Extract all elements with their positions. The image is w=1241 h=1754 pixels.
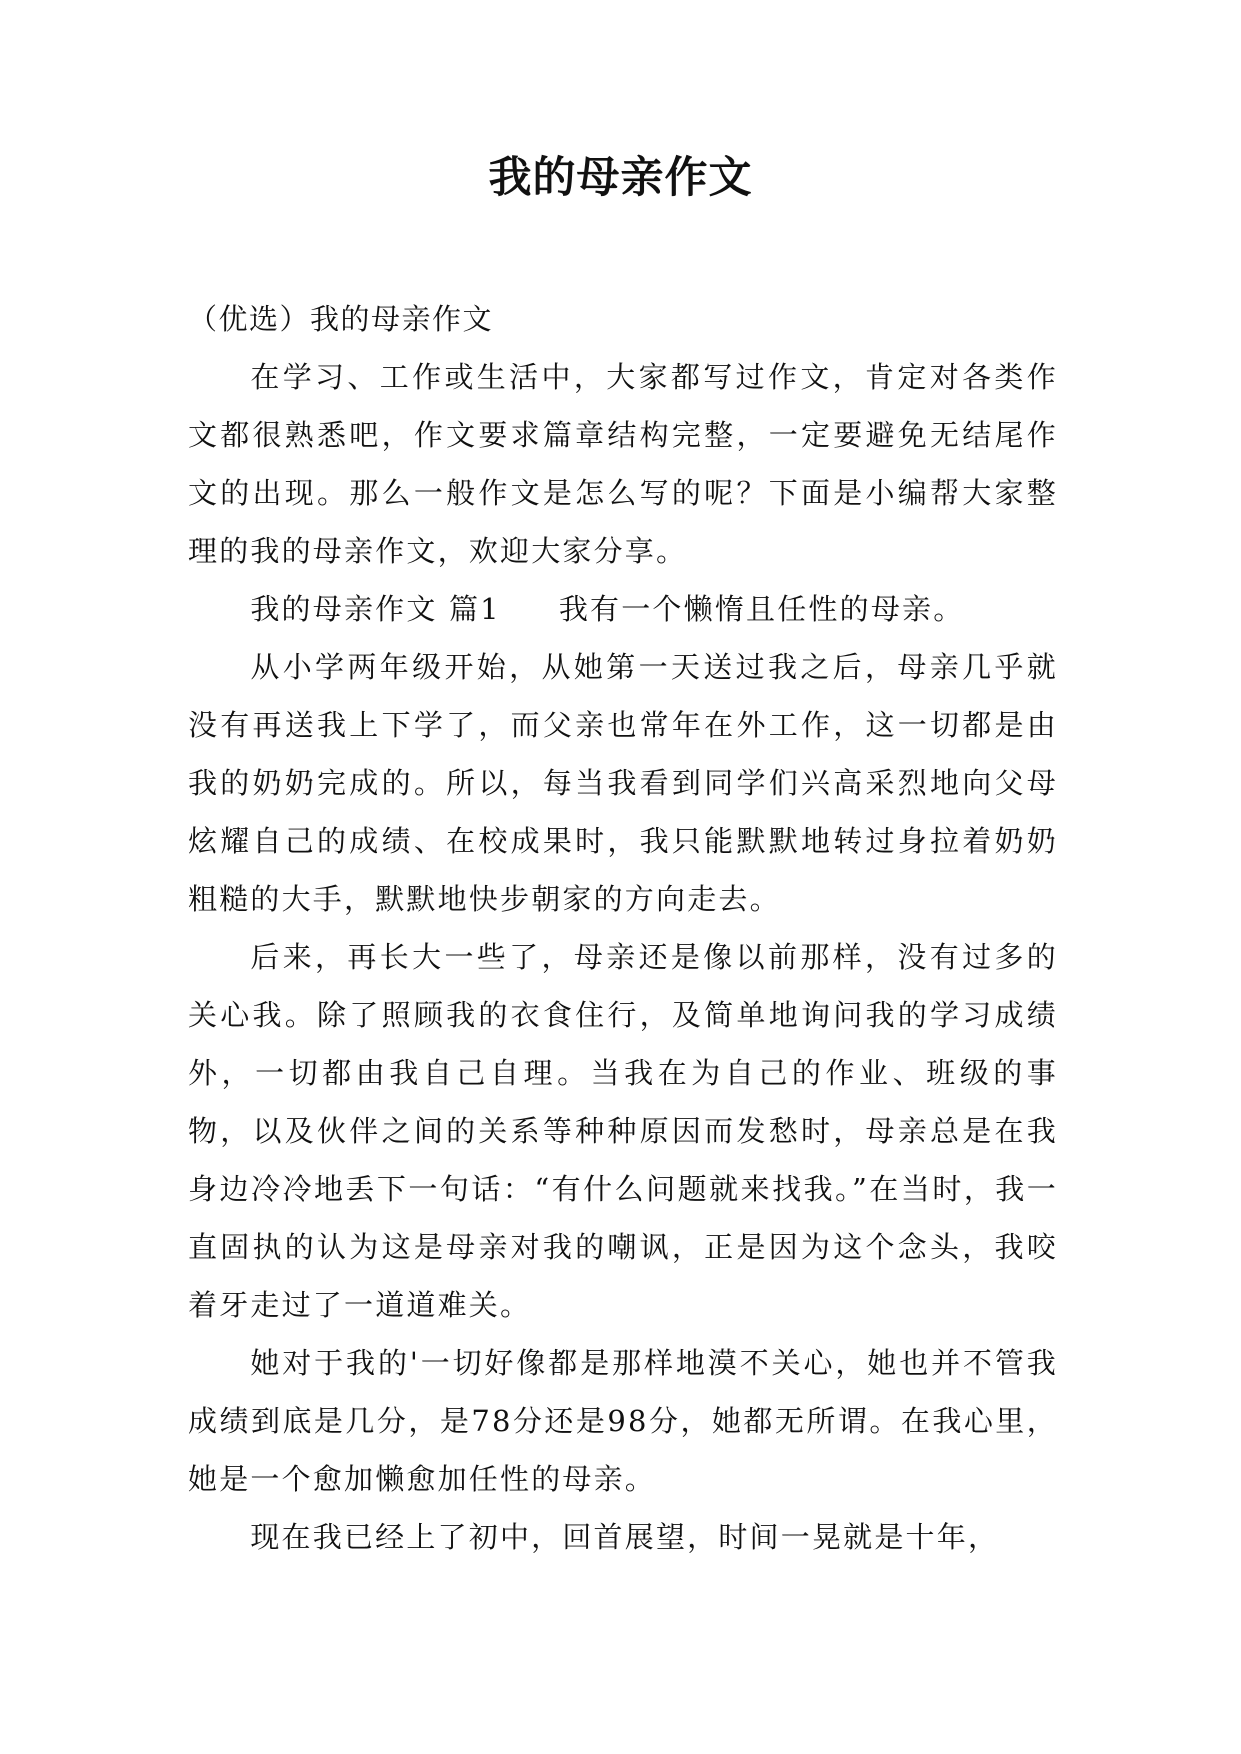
document-subtitle: （优选）我的母亲作文 [188, 302, 494, 336]
document-body [188, 290, 1058, 1566]
section-heading: 我的母亲作文 篇1 [250, 592, 501, 626]
section-heading-line [188, 580, 1058, 638]
section-first-line: 我有一个懒惰且任性的母亲。 [558, 592, 965, 626]
body-paragraph: 从小学两年级开始，从她第一天送过我之后，母亲几乎就没有再送我上下学了，而父亲也常年在外工作，这一切都是由我的奶奶完成的。所以，每当我看到同学们兴高采烈地向父母炫耀自己的成绩、在校成果时，我只能默默地转过身拉着奶奶粗糙的大手，默默地快步朝家的方向走去。 [188, 650, 1058, 916]
body-paragraph: 她对于我的'一切好像都是那样地漠不关心，她也并不管我成绩到底是几分，是78分还是98分，她都无所谓。在我心里，她是一个愈加懒愈加任性的母亲。 [188, 1346, 1058, 1496]
intro-paragraph: 在学习、工作或生活中，大家都写过作文，肯定对各类作文都很熟悉吧，作文要求篇章结构完整，一定要避免无结尾作文的出现。那么一般作文是怎么写的呢？下面是小编帮大家整理的我的母亲作文，欢迎大家分享。 [188, 360, 1058, 568]
document-title: 我的母亲作文 [488, 153, 753, 203]
body-paragraph: 现在我已经上了初中，回首展望，时间一晃就是十年， [250, 1520, 1000, 1554]
body-paragraph: 后来，再长大一些了，母亲还是像以前那样，没有过多的关心我。除了照顾我的衣食住行，及简单地询问我的学习成绩外，一切都由我自己自理。当我在为自己的作业、班级的事物，以及伙伴之间的关系等种种原因而发愁时，母亲总是在我身边冷冷地丢下一句话：“有什么问题就来找我。”在当时，我一直固执的认为这是母亲对我的嘲讽，正是因为这个念头，我咬着牙走过了一道道难关。 [188, 940, 1058, 1322]
